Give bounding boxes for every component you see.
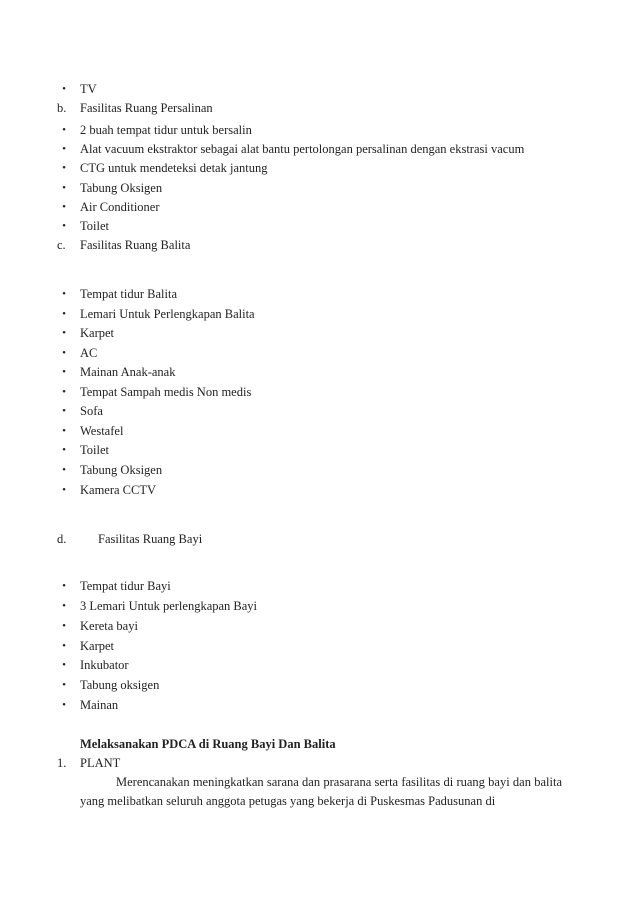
list-item: Tabung Oksigen [80, 463, 163, 477]
plan-paragraph: Merencanakan meningkatkan sarana dan prasarana serta fasilitas di ruang bayi dan balita yang melibatkan seluruh anggota petugas yang bekerja di Puskesmas Padusunan di [80, 775, 562, 808]
list-item: Kereta bayi [80, 619, 138, 633]
bullet-icon: • [62, 464, 66, 476]
list-item: Toilet [80, 219, 109, 233]
list-item: Toilet [80, 443, 109, 457]
section-d-title: Fasilitas Ruang Bayi [98, 532, 203, 546]
step-1-title: PLANT [80, 756, 121, 770]
list-item: AC [80, 346, 98, 360]
bullet-icon: • [62, 124, 66, 136]
bullet-icon: • [62, 366, 66, 378]
list-item: Air Conditioner [80, 200, 160, 214]
bullet-icon: • [62, 143, 66, 155]
list-item: Alat vacuum ekstraktor sebagai alat bantu pertolongan persalinan dengan ekstrasi vacum [80, 142, 525, 156]
pdca-heading: Melaksanakan PDCA di Ruang Bayi Dan Balita [80, 737, 336, 751]
list-item: Tempat tidur Balita [80, 287, 178, 301]
bullet-icon: • [62, 444, 66, 456]
section-b-label: b. [57, 101, 67, 115]
bullet-icon: • [62, 182, 66, 194]
list-item: CTG untuk mendeteksi detak jantung [80, 161, 268, 175]
bullet-icon: • [62, 699, 66, 711]
section-c-label: c. [57, 238, 66, 252]
list-item: Tabung Oksigen [80, 181, 163, 195]
list-item: Inkubator [80, 658, 129, 672]
bullet-icon: • [62, 386, 66, 398]
list-item: Westafel [80, 424, 124, 438]
section-d-label: d. [57, 532, 67, 546]
bullet-icon: • [62, 83, 66, 95]
bullet-icon: • [62, 580, 66, 592]
bullet-icon: • [62, 620, 66, 632]
list-item: Tempat Sampah medis Non medis [80, 385, 252, 399]
bullet-icon: • [62, 600, 66, 612]
list-item: Kamera CCTV [80, 483, 157, 497]
bullet-icon: • [62, 484, 66, 496]
bullet-icon: • [62, 347, 66, 359]
bullet-icon: • [62, 425, 66, 437]
list-item: Sofa [80, 404, 103, 418]
list-item: Mainan [80, 698, 119, 712]
bullet-icon: • [62, 659, 66, 671]
bullet-icon: • [62, 679, 66, 691]
section-b-title: Fasilitas Ruang Persalinan [80, 101, 213, 115]
bullet-icon: • [62, 220, 66, 232]
bullet-icon: • [62, 201, 66, 213]
list-item: Karpet [80, 639, 115, 653]
list-item: Tempat tidur Bayi [80, 579, 171, 593]
list-item: 2 buah tempat tidur untuk bersalin [80, 123, 252, 137]
bullet-icon: • [62, 288, 66, 300]
list-item: 3 Lemari Untuk perlengkapan Bayi [80, 599, 258, 613]
list-item: Lemari Untuk Perlengkapan Balita [80, 307, 255, 321]
bullet-icon: • [62, 162, 66, 174]
bullet-icon: • [62, 405, 66, 417]
step-1-number: 1. [57, 756, 67, 770]
bullet-icon: • [62, 308, 66, 320]
list-item: Tabung oksigen [80, 678, 160, 692]
section-c-title: Fasilitas Ruang Balita [80, 238, 191, 252]
bullet-icon: • [62, 640, 66, 652]
list-item: TV [80, 82, 97, 96]
list-item: Karpet [80, 326, 115, 340]
list-item: Mainan Anak-anak [80, 365, 176, 379]
bullet-icon: • [62, 327, 66, 339]
